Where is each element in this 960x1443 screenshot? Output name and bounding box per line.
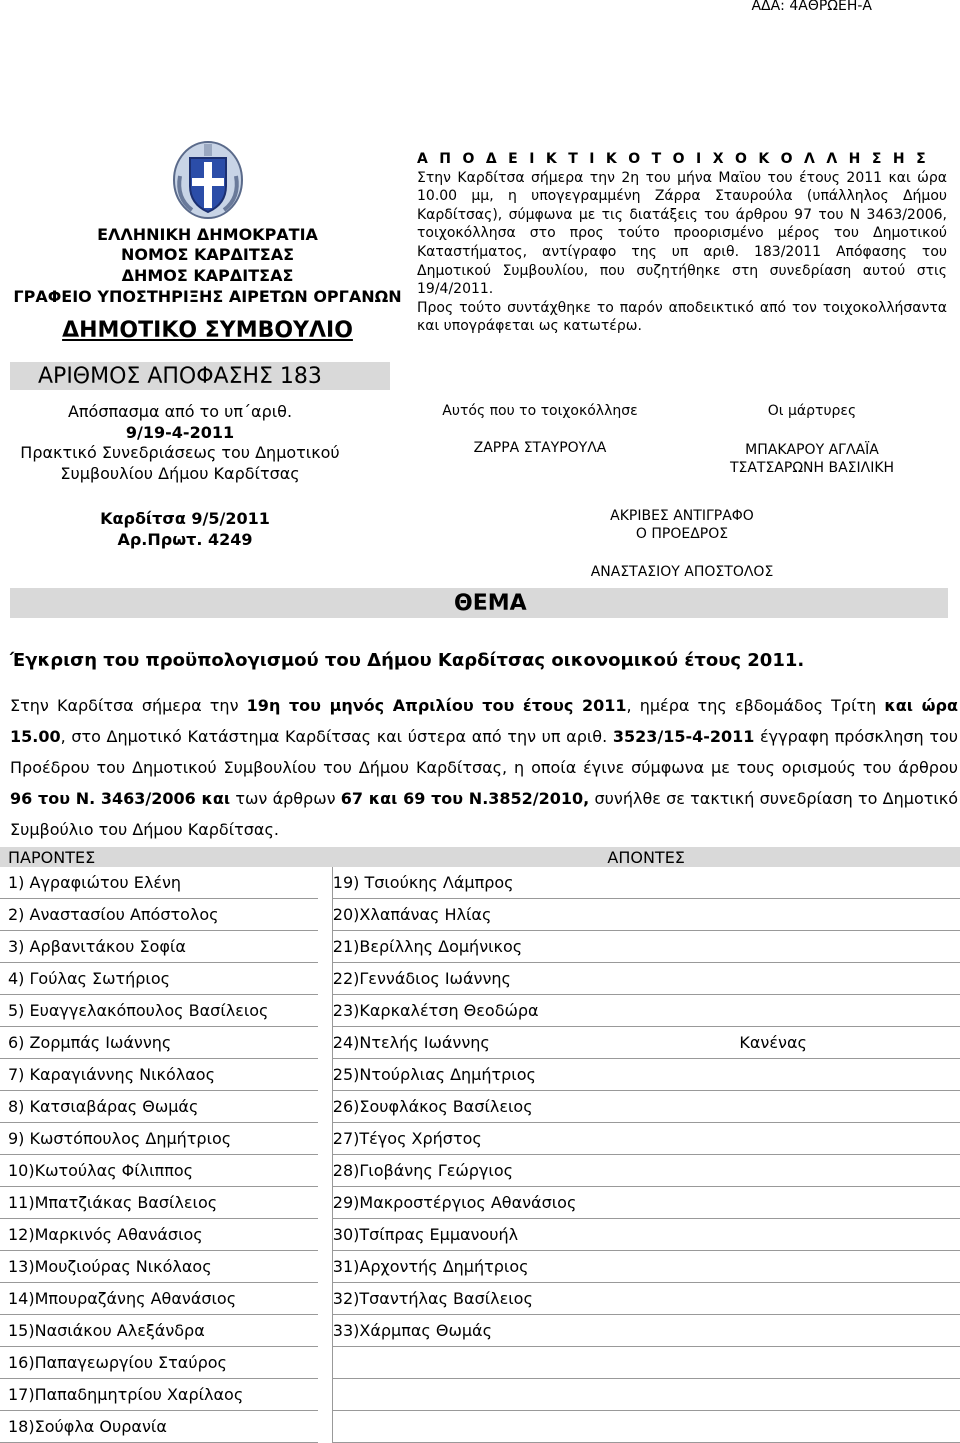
present-member: 4) Γούλας Σωτήριος bbox=[0, 963, 318, 995]
ada-code: ΑΔΑ: 4ΑΘΡΩΕΗ-Α bbox=[751, 0, 872, 14]
header-line-republic: ΕΛΛΗΝΙΚΗ ΔΗΜΟΚΡΑΤΙΑ bbox=[97, 225, 318, 244]
present-member: 11)Μπατζιάκας Βασίλειος bbox=[0, 1187, 318, 1219]
president-label: Ο ΠΡΟΕΔΡΟΣ bbox=[635, 526, 729, 542]
present-member: 15)Νασιάκου Αλεξάνδρα bbox=[0, 1315, 318, 1347]
poster-signature bbox=[410, 402, 670, 457]
absent-cell bbox=[721, 1187, 960, 1219]
present-member: 6) Ζορμπάς Ιωάννης bbox=[0, 1027, 318, 1059]
excerpt-block bbox=[0, 402, 360, 484]
table-row bbox=[0, 995, 960, 1027]
present-member: 13)Μουζιούρας Νικόλαος bbox=[0, 1251, 318, 1283]
session-paragraph: Στην Καρδίτσα σήμερα την 19η του μηνός Απριλίου του έτους 2011, ημέρα της εβδομάδος Τρίτη και ώρα 15.00, στο Δημοτικό Κατάστημα Καρδίτσας και ύστερα από την υπ αριθ. 3523/15-4-2011 έγγραφη πρόσκληση του Προέδρου του Δημοτικού Συμβουλίου του Δήμου Καρδίτσας, η οποία έγινε σύμφωνα με τους ορισμούς του άρθρου 96 του Ν. 3463/2006 και των άρθρων 67 και 69 του Ν.3852/2010, συνήλθε σε τακτική συνεδρίαση το Δημοτικό Συμβούλιο του Δήμου Καρδίτσας. bbox=[10, 696, 959, 839]
poster-name: ΖΑΡΡΑ ΣΤΑΥΡΟΥΛΑ bbox=[473, 440, 607, 456]
absent-cell bbox=[721, 1091, 960, 1123]
absent-cell bbox=[721, 1155, 960, 1187]
header-line-prefecture: ΝΟΜΟΣ ΚΑΡΔΙΤΣΑΣ bbox=[120, 245, 294, 264]
table-row bbox=[0, 1347, 960, 1379]
council-title: ΔΗΜΟΤΙΚΟ ΣΥΜΒΟΥΛΙΟ bbox=[62, 318, 353, 343]
present-member: 8) Κατσιαβάρας Θωμάς bbox=[0, 1091, 318, 1123]
header-line-office: ΓΡΑΦΕΙΟ ΥΠΟΣΤΗΡΙΞΗΣ ΑΙΡΕΤΩΝ ΟΡΓΑΝΩΝ bbox=[13, 287, 402, 306]
present-member: 27)Τέγος Χρήστος bbox=[332, 1123, 721, 1155]
certificate-text: Στην Καρδίτσα σήμερα την 2η του μήνα Μαϊου του έτους 2011 και ώρα 10.00 μμ, η υπογεγραμμένη Ζάρρα Σταυρούλα (υπάλληλος Δήμου Καρδίτσας), σύμφωνα με τις διατάξεις του άρθρου 97 του Ν 3463/2006, τοιχοκόλλησα στο προς τούτο προορισμένο μέρος του Δημοτικού Καταστήματος, αντίγραφο της υπ αριθ. 183/2011 Απόφασης του Δημοτικού Συμβουλίου, που συζητήθηκε στη συνεδρίαση αυτού στις 19/4/2011. bbox=[417, 169, 947, 298]
present-member: 23)Καρκαλέτση Θεοδώρα bbox=[332, 995, 721, 1027]
witnesses-signature bbox=[682, 402, 942, 477]
attendance-table bbox=[0, 847, 960, 1443]
present-member: 3) Αρβανιτάκου Σοφία bbox=[0, 931, 318, 963]
present-member: 2) Αναστασίου Απόστολος bbox=[0, 899, 318, 931]
table-row bbox=[0, 1059, 960, 1091]
present-member bbox=[332, 1379, 721, 1411]
table-row bbox=[0, 963, 960, 995]
table-row bbox=[0, 1123, 960, 1155]
present-member: 28)Γιοβάνης Γεώργιος bbox=[332, 1155, 721, 1187]
absent-cell bbox=[721, 1219, 960, 1251]
table-row bbox=[0, 1219, 960, 1251]
absent-cell bbox=[721, 995, 960, 1027]
present-member: 7) Καραγιάννης Νικόλαος bbox=[0, 1059, 318, 1091]
absent-cell bbox=[721, 931, 960, 963]
present-member: 19) Τσιούκης Λάμπρος bbox=[332, 867, 721, 899]
subject-heading: ΘΕΜΑ bbox=[454, 591, 527, 616]
absent-cell bbox=[721, 1123, 960, 1155]
present-member: 12)Μαρκινός Αθανάσιος bbox=[0, 1219, 318, 1251]
place-date-block bbox=[0, 508, 370, 550]
protocol-number: Αρ.Πρωτ. 4249 bbox=[117, 530, 253, 549]
table-row bbox=[0, 1091, 960, 1123]
present-member: 17)Παπαδημητρίου Χαρίλαος bbox=[0, 1379, 318, 1411]
excerpt-line: Πρακτικό Συνεδριάσεως του Δημοτικού bbox=[20, 443, 340, 462]
table-row bbox=[0, 1187, 960, 1219]
excerpt-line: Συμβουλίου Δήμου Καρδίτσας bbox=[60, 463, 300, 483]
table-row bbox=[0, 1315, 960, 1347]
absent-cell bbox=[721, 1379, 960, 1411]
present-member: 14)Μπουραζάνης Αθανάσιος bbox=[0, 1283, 318, 1315]
header-line-municipality: ΔΗΜΟΣ ΚΑΡΔΙΤΣΑΣ bbox=[121, 266, 294, 285]
absent-cell bbox=[721, 1251, 960, 1283]
present-header: ΠΑΡΟΝΤΕΣ bbox=[0, 847, 318, 867]
present-member: 5) Ευαγγελακόπουλος Βασίλειος bbox=[0, 995, 318, 1027]
minutes-number: 9/19-4-2011 bbox=[125, 422, 235, 442]
present-member: 32)Τσαντήλας Βασίλειος bbox=[332, 1283, 721, 1315]
present-member: 18)Σούφλα Ουρανία bbox=[0, 1411, 318, 1443]
present-member: 29)Μακροστέργιος Αθανάσιος bbox=[332, 1187, 721, 1219]
absent-header: ΑΠΟΝΤΕΣ bbox=[332, 847, 960, 867]
table-row bbox=[0, 899, 960, 931]
present-member: 31)Αρχοντής Δημήτριος bbox=[332, 1251, 721, 1283]
absent-value: Κανένας bbox=[721, 1027, 960, 1059]
poster-label: Αυτός που το τοιχοκόλλησε bbox=[442, 403, 638, 419]
table-row bbox=[0, 1283, 960, 1315]
posting-certificate bbox=[417, 150, 947, 336]
certificate-closing: Προς τούτο συντάχθηκε το παρόν αποδεικτικό από τον τοιχοκολλήσαντα και υπογράφεται ως κατωτέρω. bbox=[417, 299, 947, 335]
table-row bbox=[0, 1379, 960, 1411]
absent-cell bbox=[721, 867, 960, 899]
president-name: ΑΝΑΣΤΑΣΙΟΥ ΑΠΟΣΤΟΛΟΣ bbox=[590, 564, 774, 580]
absent-cell bbox=[721, 1347, 960, 1379]
absent-cell bbox=[721, 1283, 960, 1315]
witnesses-label: Οι μάρτυρες bbox=[767, 403, 857, 419]
table-row bbox=[0, 1027, 960, 1059]
absent-cell bbox=[721, 1059, 960, 1091]
present-member: 16)Παπαγεωργίου Σταύρος bbox=[0, 1347, 318, 1379]
copy-label: ΑΚΡΙΒΕΣ ΑΝΤΙΓΡΑΦΟ bbox=[610, 508, 754, 524]
subject-heading-bar bbox=[10, 588, 948, 618]
table-row bbox=[0, 1155, 960, 1187]
present-member: 24)Ντελής Ιωάννης bbox=[332, 1027, 721, 1059]
present-member: 30)Τσίπρας Εμμανουήλ bbox=[332, 1219, 721, 1251]
present-member: 1) Αγραφιώτου Ελένη bbox=[0, 867, 318, 899]
table-row bbox=[0, 1251, 960, 1283]
witness-name: ΜΠΑΚΑΡΟΥ ΑΓΛΑΪΑ bbox=[745, 442, 879, 458]
witness-name: ΤΣΑΤΣΑΡΩΝΗ ΒΑΣΙΛΙΚΗ bbox=[729, 460, 895, 476]
greek-coat-of-arms-icon bbox=[172, 138, 244, 220]
present-member: 20)Χλαπάνας Ηλίας bbox=[332, 899, 721, 931]
decision-number: ΑΡΙΘΜΟΣ ΑΠΟΦΑΣΗΣ 183 bbox=[10, 362, 390, 390]
present-member: 26)Σουφλάκος Βασίλειος bbox=[332, 1091, 721, 1123]
present-member: 10)Κωτούλας Φίλιππος bbox=[0, 1155, 318, 1187]
certificate-title: Α Π Ο Δ Ε Ι Κ Τ Ι Κ Ο Τ Ο Ι Χ Ο Κ Ο Λ Λ Η Σ Η Σ bbox=[417, 151, 929, 167]
absent-cell bbox=[721, 963, 960, 995]
present-member: 33)Χάρμπας Θωμάς bbox=[332, 1315, 721, 1347]
table-row bbox=[0, 931, 960, 963]
present-member: 25)Ντούρλιας Δημήτριος bbox=[332, 1059, 721, 1091]
absent-cell bbox=[721, 899, 960, 931]
present-member bbox=[332, 1347, 721, 1379]
attendance-header-row bbox=[0, 847, 960, 867]
absent-cell bbox=[721, 1315, 960, 1347]
place-date: Καρδίτσα 9/5/2011 bbox=[100, 509, 270, 528]
table-row bbox=[0, 867, 960, 899]
present-member: 22)Γεννάδιος Ιωάννης bbox=[332, 963, 721, 995]
subject-text: Έγκριση του προϋπολογισμού του Δήμου Καρδίτσας οικονομικού έτους 2011. bbox=[10, 650, 805, 671]
present-member: 21)Βερίλλης Δομήνικος bbox=[332, 931, 721, 963]
present-member: 9) Κωστόπουλος Δημήτριος bbox=[0, 1123, 318, 1155]
excerpt-line: Απόσπασμα από το υπ΄αριθ. bbox=[67, 402, 293, 421]
copy-certification bbox=[552, 507, 812, 581]
